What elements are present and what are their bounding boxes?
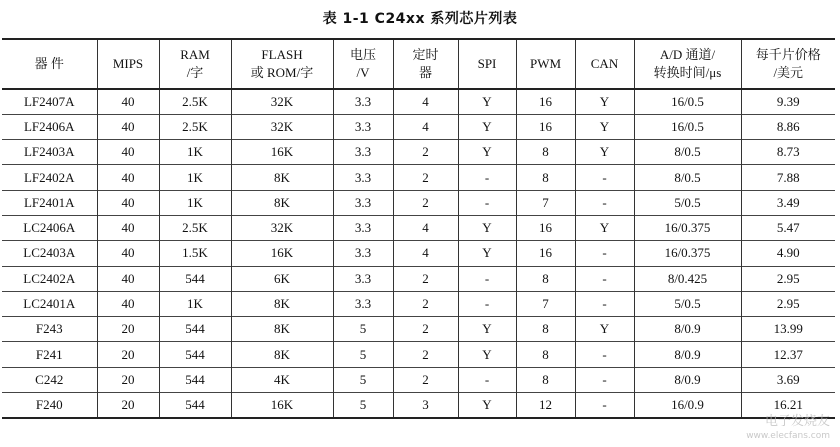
table-cell: 8.86 [741, 114, 835, 139]
table-cell: Y [458, 89, 516, 114]
table-cell: LF2403A [23, 144, 75, 160]
table-cell: 9.39 [741, 89, 835, 114]
table-cell: 3 [393, 393, 458, 418]
table-cell: 40 [97, 89, 159, 114]
column-header-line: /V [356, 65, 370, 80]
table-cell: 7.88 [741, 165, 835, 190]
column-header-line: 器 件 [34, 56, 64, 71]
table-cell: F240 [35, 396, 63, 412]
table-cell: 7 [516, 190, 575, 215]
table-row [2, 114, 835, 139]
column-header-line: 转换时间/μs [653, 65, 722, 80]
table-cell: 2.5K [159, 215, 231, 240]
table-cell: 5 [333, 317, 393, 342]
table-cell: 40 [97, 140, 159, 165]
column-header-line: A/D 通道/ [659, 47, 716, 62]
table-cell: 16/0.5 [634, 89, 741, 114]
table-cell: 1K [159, 140, 231, 165]
table-cell: 5 [333, 367, 393, 392]
table-cell: 16/0.375 [634, 215, 741, 240]
table-cell: 20 [97, 317, 159, 342]
header-row [2, 39, 835, 89]
table-row [2, 241, 835, 266]
table-cell: 16/0.375 [634, 241, 741, 266]
table-cell: 16K [231, 241, 333, 266]
table-cell: 4K [231, 367, 333, 392]
table-cell: 2 [393, 165, 458, 190]
table-caption: 表 1-1 C24xx 系列芯片列表 [322, 11, 518, 27]
table-cell: 8/0.9 [634, 367, 741, 392]
table-cell: - [575, 367, 634, 392]
table-cell: 3.3 [333, 291, 393, 316]
watermark [746, 415, 830, 443]
table-cell: 16 [516, 89, 575, 114]
table-cell: 3.3 [333, 215, 393, 240]
table-cell: - [458, 190, 516, 215]
table-body [2, 89, 835, 418]
table-cell: 16K [231, 140, 333, 165]
table-cell: 5/0.5 [634, 291, 741, 316]
column-header-line: CAN [590, 56, 619, 71]
table-cell: 5 [333, 342, 393, 367]
table-cell: 32K [231, 215, 333, 240]
column-header-line: 定时 [412, 47, 439, 62]
column-header-line: 或 ROM/字 [250, 65, 314, 80]
table-cell: 4 [393, 241, 458, 266]
table-cell: 3.3 [333, 165, 393, 190]
column-header-line: RAM [180, 47, 210, 62]
column-header-line: 器 [418, 65, 432, 80]
column-header-line: /字 [186, 65, 204, 80]
table-cell: - [575, 266, 634, 291]
table-cell: 2 [393, 291, 458, 316]
table-cell: Y [458, 114, 516, 139]
table-cell: 40 [97, 114, 159, 139]
table-cell: Y [458, 241, 516, 266]
table-cell: - [575, 342, 634, 367]
table-cell: LC2406A [23, 220, 76, 236]
table-cell: 4 [393, 89, 458, 114]
table-cell: 8K [231, 291, 333, 316]
column-header [516, 39, 575, 89]
watermark-url: www.elecfans.com [746, 431, 830, 441]
table-cell: 8/0.9 [634, 342, 741, 367]
table-cell: 20 [97, 342, 159, 367]
table-cell: LF2401A [23, 194, 75, 210]
table-cell: 16 [516, 215, 575, 240]
table-row [2, 393, 835, 418]
table-cell: 16K [231, 393, 333, 418]
table-cell: 8 [516, 140, 575, 165]
table-cell: 8 [516, 266, 575, 291]
table-cell: 16 [516, 114, 575, 139]
table-cell: 3.3 [333, 241, 393, 266]
table-cell: 1.5K [159, 241, 231, 266]
table-cell: Y [458, 140, 516, 165]
table-cell: 12 [516, 393, 575, 418]
table-cell: LF2402A [23, 169, 75, 185]
table-cell: - [575, 165, 634, 190]
table-cell: 8/0.9 [634, 317, 741, 342]
table-cell: 20 [97, 393, 159, 418]
table-cell: - [458, 165, 516, 190]
column-header-line: 电压 [349, 47, 376, 62]
table-row [2, 165, 835, 190]
table-row [2, 89, 835, 114]
table-cell: 8 [516, 165, 575, 190]
table-cell: 6K [231, 266, 333, 291]
table-cell: Y [575, 215, 634, 240]
table-cell: C242 [35, 371, 64, 387]
table-cell: 13.99 [741, 317, 835, 342]
table-cell: - [458, 291, 516, 316]
column-header [575, 39, 634, 89]
table-cell: 1K [159, 165, 231, 190]
table-cell: 2 [393, 140, 458, 165]
table-cell: 3.3 [333, 140, 393, 165]
table-cell: 3.69 [741, 367, 835, 392]
table-row [2, 140, 835, 165]
column-header-line: MIPS [112, 56, 144, 71]
table-cell: 1K [159, 291, 231, 316]
column-header [393, 39, 458, 89]
table-row [2, 317, 835, 342]
table-cell: 3.3 [333, 190, 393, 215]
table-cell: 8/0.5 [634, 165, 741, 190]
table-row [2, 190, 835, 215]
table-cell: LF2406A [23, 118, 75, 134]
table-row [2, 342, 835, 367]
table-cell: LC2401A [23, 296, 76, 312]
table-cell: 3.3 [333, 266, 393, 291]
column-header [97, 39, 159, 89]
table-cell: 8 [516, 317, 575, 342]
table-cell: F241 [35, 346, 63, 362]
table-cell: 544 [159, 266, 231, 291]
table-cell: Y [458, 215, 516, 240]
table-cell: 8K [231, 317, 333, 342]
table-cell: 4 [393, 215, 458, 240]
table-cell: 8K [231, 165, 333, 190]
table-cell: Y [575, 114, 634, 139]
table-cell: F243 [35, 321, 63, 337]
table-cell: 1K [159, 190, 231, 215]
table-row [2, 367, 835, 392]
column-header-line: /美元 [773, 65, 804, 80]
table-cell: 5/0.5 [634, 190, 741, 215]
table-cell: Y [458, 342, 516, 367]
table-cell: Y [575, 140, 634, 165]
table-cell: 40 [97, 190, 159, 215]
table-cell: 544 [159, 393, 231, 418]
table-cell: Y [458, 317, 516, 342]
table-cell: LC2402A [23, 270, 76, 286]
column-header [741, 39, 835, 89]
table-cell: LC2403A [23, 245, 76, 261]
table-cell: - [575, 190, 634, 215]
table-cell: 2.95 [741, 291, 835, 316]
table-row [2, 215, 835, 240]
table-cell: 544 [159, 342, 231, 367]
table-cell: 40 [97, 165, 159, 190]
table-cell: Y [575, 317, 634, 342]
table-cell: 5.47 [741, 215, 835, 240]
table-cell: 3.3 [333, 114, 393, 139]
table-cell: 2.5K [159, 89, 231, 114]
table-cell: Y [575, 89, 634, 114]
table-cell: 2 [393, 190, 458, 215]
table-cell: - [575, 291, 634, 316]
table-cell: 8/0.5 [634, 140, 741, 165]
table-cell: 544 [159, 367, 231, 392]
table-cell: 2 [393, 342, 458, 367]
table-cell: 20 [97, 367, 159, 392]
table-cell: 16.21 [741, 393, 835, 418]
table-cell: 8/0.425 [634, 266, 741, 291]
table-cell: 4.90 [741, 241, 835, 266]
table-cell: 32K [231, 114, 333, 139]
table-cell: 7 [516, 291, 575, 316]
table-row [2, 291, 835, 316]
table-cell: 40 [97, 291, 159, 316]
table-cell: 40 [97, 266, 159, 291]
table-cell: - [575, 393, 634, 418]
table-cell: 40 [97, 241, 159, 266]
column-header-line: PWM [529, 56, 562, 71]
table-cell: 16 [516, 241, 575, 266]
chip-table [2, 38, 835, 419]
table-cell: 16/0.5 [634, 114, 741, 139]
table-cell: 2 [393, 266, 458, 291]
table-cell: 2.5K [159, 114, 231, 139]
table-cell: 12.37 [741, 342, 835, 367]
table-cell: 544 [159, 317, 231, 342]
table-cell: 2 [393, 317, 458, 342]
table-cell: Y [458, 393, 516, 418]
table-cell: 8K [231, 190, 333, 215]
table-cell: 8 [516, 367, 575, 392]
table-row [2, 266, 835, 291]
column-header-line: SPI [477, 56, 497, 71]
table-cell: 3.3 [333, 89, 393, 114]
column-header [2, 39, 97, 89]
table-cell: 8.73 [741, 140, 835, 165]
table-cell: 16/0.9 [634, 393, 741, 418]
table-cell: 3.49 [741, 190, 835, 215]
column-header [634, 39, 741, 89]
table-cell: 8K [231, 342, 333, 367]
table-cell: 2.95 [741, 266, 835, 291]
column-header [231, 39, 333, 89]
table-cell: 8 [516, 342, 575, 367]
table-cell: 4 [393, 114, 458, 139]
column-header [159, 39, 231, 89]
watermark-text: 电子发烧友 [764, 414, 830, 429]
table-cell: 32K [231, 89, 333, 114]
column-header [333, 39, 393, 89]
table-cell: - [458, 266, 516, 291]
column-header-line: 每千片价格 [755, 47, 821, 62]
column-header [458, 39, 516, 89]
table-cell: 2 [393, 367, 458, 392]
table-cell: 40 [97, 215, 159, 240]
table-cell: - [458, 367, 516, 392]
table-cell: 5 [333, 393, 393, 418]
table-cell: LF2407A [23, 93, 75, 109]
column-header-line: FLASH [261, 47, 303, 62]
table-cell: - [575, 241, 634, 266]
